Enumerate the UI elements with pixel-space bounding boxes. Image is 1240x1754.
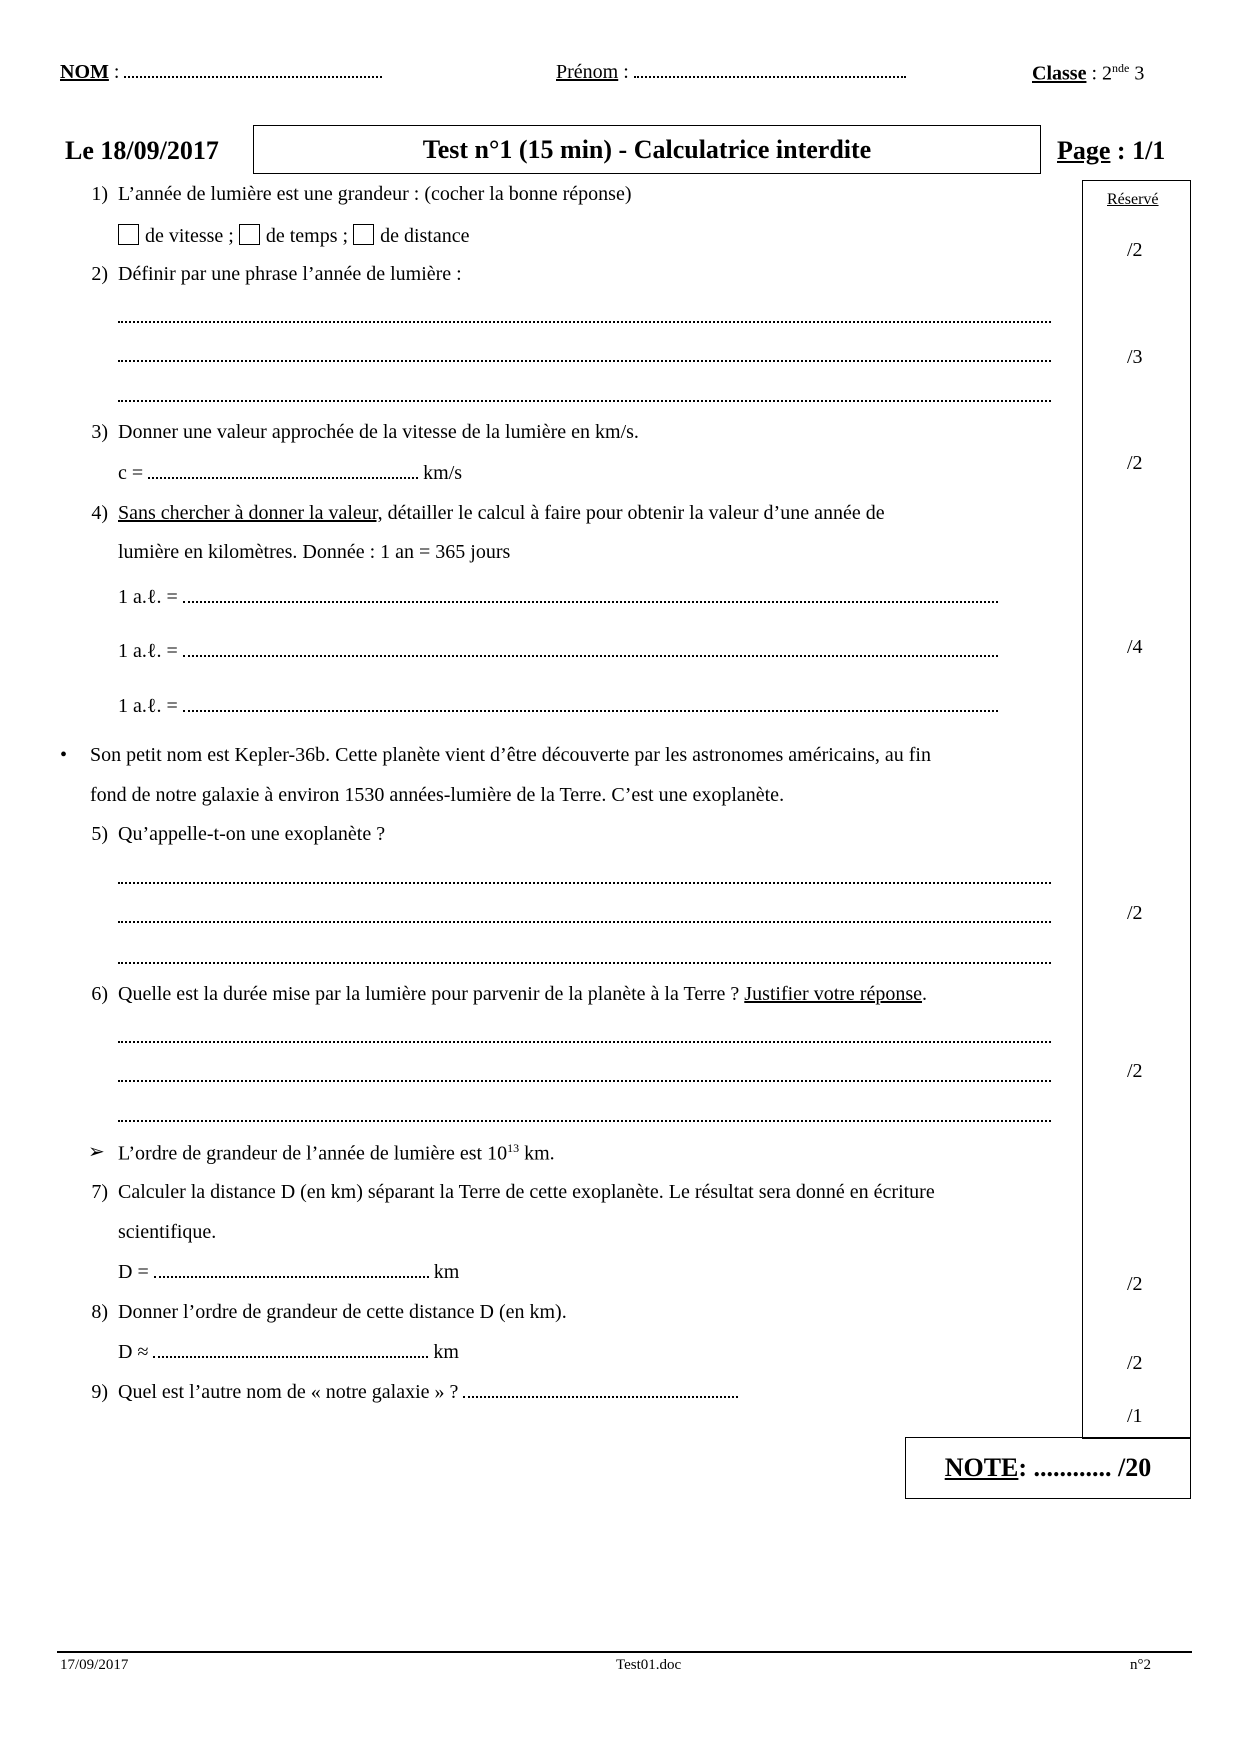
q9-number: 9) — [91, 1381, 108, 1403]
arrow-bullet-icon: ➢ — [88, 1141, 105, 1163]
q6-answer-line[interactable] — [118, 1120, 1051, 1122]
q8-prefix: D ≈ — [118, 1341, 149, 1363]
q4-prefix: 1 a.ℓ. = — [118, 586, 178, 608]
q2-answer-line[interactable] — [118, 360, 1051, 362]
nom-field: NOM : — [60, 62, 382, 82]
q7-text: Calculer la distance D (en km) séparant la Terre de cette exoplanète. Le résultat sera donné en écriture — [118, 1181, 935, 1203]
q8-text: Donner l’ordre de grandeur de cette distance D (en km). — [118, 1301, 567, 1323]
score-q3: /2 — [1127, 452, 1143, 474]
checkbox-vitesse[interactable] — [118, 224, 139, 245]
q7-answer[interactable] — [118, 1262, 459, 1282]
q4-answer-3[interactable] — [118, 696, 998, 716]
q9-text-main: Quel est l’autre nom de « notre galaxie » ? — [118, 1381, 459, 1403]
score-q2: /3 — [1127, 346, 1143, 368]
arrow-note-text: L’ordre de grandeur de l’année de lumière est 10 — [118, 1142, 508, 1165]
q5-answer-line[interactable] — [118, 921, 1051, 923]
classe-num: 3 — [1134, 62, 1145, 85]
q8-number: 8) — [91, 1301, 108, 1323]
note-box — [905, 1437, 1191, 1499]
nom-label: NOM — [60, 61, 109, 83]
page-value: : 1/1 — [1116, 136, 1166, 165]
footer-filename: Test01.doc — [616, 1657, 682, 1673]
q6-underlined: Justifier votre réponse — [744, 983, 923, 1005]
note-label: NOTE — [944, 1453, 1019, 1482]
q2-number: 2) — [91, 263, 108, 285]
q6-number: 6) — [91, 983, 108, 1005]
classe-field: Classe : 2nde 3 — [1032, 61, 1145, 85]
q5-number: 5) — [91, 823, 108, 845]
q5-answer-line[interactable] — [118, 882, 1051, 884]
q6-end: . — [922, 983, 928, 1005]
context-line-1: Son petit nom est Kepler-36b. Cette planète vient d’être découverte par les astronomes américains, au fin — [90, 744, 931, 766]
q3-text: Donner une valeur approchée de la vitesse de la lumière en km/s. — [118, 421, 639, 443]
option-distance: de distance — [380, 225, 470, 247]
q2-answer-line[interactable] — [118, 321, 1051, 323]
q3-number: 3) — [91, 421, 108, 443]
classe-label: Classe — [1032, 62, 1087, 85]
q4-text — [118, 503, 885, 523]
q4-number: 4) — [91, 502, 108, 524]
footer-page-number: n°2 — [1130, 1657, 1151, 1673]
q7-prefix: D = — [118, 1261, 149, 1283]
q4-text-line2: lumière en kilomètres. Donnée : 1 an = 365 jours — [118, 541, 511, 563]
q4-prefix: 1 a.ℓ. = — [118, 640, 178, 662]
q6-text — [118, 984, 927, 1004]
q1-options — [118, 224, 470, 246]
q4-answer-2[interactable] — [118, 641, 998, 661]
score-q7: /2 — [1127, 1273, 1143, 1295]
note-value: : ............ /20 — [1018, 1453, 1152, 1482]
arrow-note-end: km. — [519, 1142, 555, 1165]
bullet-icon: • — [60, 744, 68, 766]
q1-text: L’année de lumière est une grandeur : (cocher la bonne réponse) — [118, 183, 632, 205]
q6-answer-line[interactable] — [118, 1080, 1051, 1082]
q8-answer[interactable] — [118, 1342, 459, 1362]
footer-divider — [57, 1651, 1192, 1653]
q1-number: 1) — [91, 183, 108, 205]
checkbox-distance[interactable] — [353, 224, 374, 245]
q2-answer-line[interactable] — [118, 400, 1051, 402]
q6-text-main: Quelle est la durée mise par la lumière pour parvenir de la planète à la Terre ? — [118, 983, 745, 1005]
score-q6: /2 — [1127, 1060, 1143, 1082]
score-q8: /2 — [1127, 1352, 1143, 1374]
test-date: Le 18/09/2017 — [65, 136, 219, 165]
arrow-note-exponent: 13 — [507, 1141, 520, 1155]
q7-suffix: km — [433, 1261, 460, 1283]
q4-underlined: Sans chercher à donner la valeur, — [118, 502, 383, 524]
classe-value: 2 — [1102, 62, 1113, 85]
q4-answer-1[interactable] — [118, 587, 998, 607]
checkbox-temps[interactable] — [239, 224, 260, 245]
q2-text: Définir par une phrase l’année de lumière : — [118, 263, 462, 285]
q5-answer-line[interactable] — [118, 962, 1051, 964]
q4-text-rest: détailler le calcul à faire pour obtenir la valeur d’une année de — [382, 502, 885, 524]
q4-prefix: 1 a.ℓ. = — [118, 695, 178, 717]
score-q9: /1 — [1127, 1405, 1143, 1427]
prenom-field: Prénom : — [556, 62, 906, 82]
q7-text-line2: scientifique. — [118, 1221, 217, 1243]
q3-answer[interactable] — [118, 463, 462, 483]
q9-text — [118, 1382, 738, 1402]
q8-suffix: km — [433, 1341, 459, 1363]
q5-text: Qu’appelle-t-on une exoplanète ? — [118, 823, 386, 845]
option-vitesse: de vitesse ; — [145, 225, 234, 247]
classe-sup: nde — [1112, 61, 1130, 75]
q9-answer[interactable] — [463, 1395, 738, 1398]
score-q5: /2 — [1127, 902, 1143, 924]
q7-number: 7) — [91, 1181, 108, 1203]
test-title: Test n°1 (15 min) - Calculatrice interdite — [253, 125, 1041, 174]
q3-suffix: km/s — [423, 462, 463, 484]
score-q1: /2 — [1127, 239, 1143, 261]
footer-date: 17/09/2017 — [60, 1657, 129, 1673]
reserved-column — [1082, 180, 1191, 1439]
reserved-label: Réservé — [1107, 191, 1159, 208]
page-indicator — [1057, 138, 1165, 164]
context-line-2: fond de notre galaxie à environ 1530 années-lumière de la Terre. C’est une exoplanète. — [90, 784, 785, 806]
score-q4: /4 — [1127, 636, 1143, 658]
q6-answer-line[interactable] — [118, 1041, 1051, 1043]
prenom-label: Prénom — [556, 61, 619, 83]
q3-prefix: c = — [118, 462, 144, 484]
page-label: Page — [1057, 136, 1111, 165]
arrow-note — [118, 1142, 555, 1164]
option-temps: de temps ; — [265, 225, 349, 247]
